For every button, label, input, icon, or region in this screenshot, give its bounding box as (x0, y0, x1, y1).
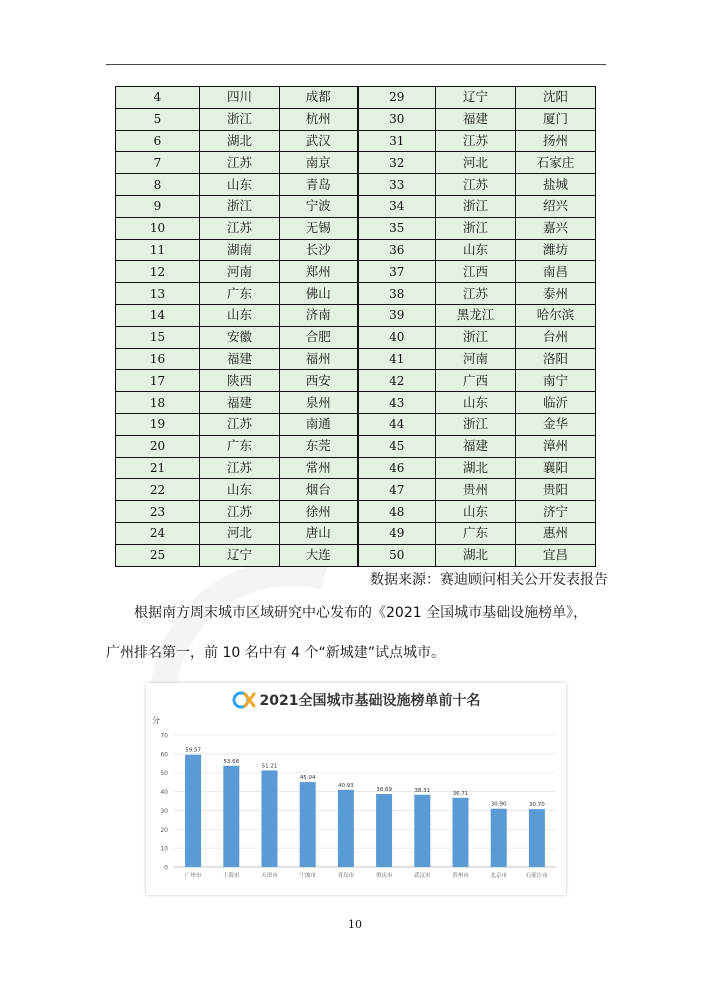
rank-cell: 13 (116, 283, 200, 305)
city-cell: 台州 (516, 326, 596, 348)
table-row (116, 283, 596, 305)
city-cell: 南通 (280, 413, 358, 435)
rank-cell: 37 (358, 261, 436, 283)
table-row (116, 195, 596, 217)
rank-cell: 35 (358, 217, 436, 239)
city-cell: 漳州 (516, 435, 596, 457)
page-number: 10 (348, 918, 362, 931)
city-cell: 沈阳 (516, 87, 596, 109)
province-cell: 福建 (200, 348, 280, 370)
table-row (116, 261, 596, 283)
bar-2 (223, 766, 239, 867)
x-tick-label: 青岛市 (337, 873, 355, 879)
province-cell: 江西 (436, 261, 516, 283)
city-cell: 济南 (280, 304, 358, 326)
rank-cell: 25 (116, 544, 200, 566)
rank-cell: 12 (116, 261, 200, 283)
rank-cell: 29 (358, 87, 436, 109)
province-cell: 山东 (200, 304, 280, 326)
data-label: 53.68 (223, 758, 240, 765)
province-cell: 福建 (436, 435, 516, 457)
city-cell: 西安 (280, 370, 358, 392)
province-cell: 河南 (436, 348, 516, 370)
x-tick-label: 上海市 (223, 873, 240, 879)
city-cell: 佛山 (280, 283, 358, 305)
city-cell: 泉州 (280, 392, 358, 414)
rank-cell: 6 (116, 130, 200, 152)
rank-cell: 34 (358, 195, 436, 217)
y-tick-label: 10 (160, 845, 168, 853)
province-cell: 湖北 (436, 457, 516, 479)
data-label: 45.04 (299, 775, 316, 782)
city-cell: 福州 (280, 348, 358, 370)
table-row (116, 522, 596, 544)
province-cell: 黑龙江 (436, 304, 516, 326)
table-row (116, 479, 596, 501)
table-row (116, 370, 596, 392)
province-cell: 江苏 (200, 152, 280, 174)
rank-cell: 10 (116, 217, 200, 239)
table-row (116, 108, 596, 130)
city-cell: 贵阳 (516, 479, 596, 501)
province-cell: 山东 (200, 174, 280, 196)
city-cell: 无锡 (280, 217, 358, 239)
city-cell: 石家庄 (516, 152, 596, 174)
bar-10 (529, 809, 545, 867)
province-cell: 湖北 (436, 544, 516, 566)
city-cell: 绍兴 (516, 195, 596, 217)
rank-cell: 8 (116, 174, 200, 196)
province-cell: 山东 (436, 501, 516, 523)
province-cell: 辽宁 (200, 544, 280, 566)
table-row (116, 435, 596, 457)
province-cell: 广西 (436, 370, 516, 392)
province-cell: 江苏 (200, 501, 280, 523)
data-label: 38.31 (414, 787, 431, 794)
city-cell: 青岛 (280, 174, 358, 196)
bar-chart-plot (146, 683, 566, 895)
province-cell: 辽宁 (436, 87, 516, 109)
rank-cell: 21 (116, 457, 200, 479)
rank-cell: 14 (116, 304, 200, 326)
chart-title: 2021全国城市基础设施榜单前十名 (259, 693, 481, 709)
x-tick-label: 天津市 (261, 873, 278, 879)
body-paragraph-2: 广州排名第一，前 10 名中有 4 个“新城建”试点城市。 (106, 645, 446, 661)
province-cell: 江苏 (436, 174, 516, 196)
province-cell: 四川 (200, 87, 280, 109)
city-cell: 唐山 (280, 522, 358, 544)
data-label: 40.93 (338, 782, 354, 789)
rank-cell: 4 (116, 87, 200, 109)
table-row (116, 130, 596, 152)
header-rule (106, 64, 606, 65)
y-axis-label: 分 (152, 716, 160, 725)
rank-cell: 9 (116, 195, 200, 217)
body-paragraph-1: 根据南方周末城市区域研究中心发布的《2021 全国城市基础设施榜单》， (134, 605, 588, 621)
province-cell: 山东 (436, 392, 516, 414)
rank-cell: 36 (358, 239, 436, 261)
province-cell: 江苏 (200, 413, 280, 435)
rank-cell: 31 (358, 130, 436, 152)
x-tick-label: 重庆市 (375, 873, 393, 879)
province-cell: 江苏 (436, 283, 516, 305)
table-row (116, 392, 596, 414)
bar-1 (185, 755, 201, 867)
y-tick-label: 30 (160, 807, 168, 815)
city-cell: 合肥 (280, 326, 358, 348)
city-cell: 徐州 (280, 501, 358, 523)
city-cell: 常州 (280, 457, 358, 479)
city-cell: 宜昌 (516, 544, 596, 566)
city-cell: 成都 (280, 87, 358, 109)
city-cell: 哈尔滨 (516, 304, 596, 326)
rank-cell: 45 (358, 435, 436, 457)
province-cell: 湖南 (200, 239, 280, 261)
city-cell: 厦门 (516, 108, 596, 130)
table-row (116, 457, 596, 479)
province-cell: 福建 (436, 108, 516, 130)
province-cell: 河北 (436, 152, 516, 174)
province-cell: 山东 (200, 479, 280, 501)
rank-cell: 42 (358, 370, 436, 392)
province-cell: 广东 (436, 522, 516, 544)
province-cell: 江苏 (436, 130, 516, 152)
bar-8 (453, 798, 469, 867)
bar-3 (262, 770, 278, 867)
province-cell: 浙江 (436, 217, 516, 239)
bar-7 (414, 795, 430, 867)
table-row (116, 413, 596, 435)
table-row (116, 501, 596, 523)
province-cell: 广东 (200, 283, 280, 305)
rank-cell: 22 (116, 479, 200, 501)
city-cell: 南宁 (516, 370, 596, 392)
city-cell: 惠州 (516, 522, 596, 544)
province-cell: 河北 (200, 522, 280, 544)
table-row (116, 87, 596, 109)
rank-cell: 49 (358, 522, 436, 544)
city-cell: 嘉兴 (516, 217, 596, 239)
city-cell: 金华 (516, 413, 596, 435)
rank-cell: 47 (358, 479, 436, 501)
rank-cell: 18 (116, 392, 200, 414)
bar-9 (491, 809, 507, 867)
data-label: 30.70 (529, 802, 545, 809)
data-source-note: 数据来源：赛迪顾问相关公开发表报告 (370, 572, 608, 588)
province-cell: 浙江 (436, 195, 516, 217)
rank-cell: 50 (358, 544, 436, 566)
province-cell: 浙江 (200, 195, 280, 217)
rank-cell: 41 (358, 348, 436, 370)
x-tick-label: 贵州市 (452, 873, 469, 879)
rank-cell: 20 (116, 435, 200, 457)
city-cell: 潍坊 (516, 239, 596, 261)
data-label: 51.21 (261, 763, 278, 770)
province-cell: 安徽 (200, 326, 280, 348)
y-tick-label: 20 (160, 826, 168, 834)
city-cell: 盐城 (516, 174, 596, 196)
rank-cell: 32 (358, 152, 436, 174)
province-cell: 陕西 (200, 370, 280, 392)
province-cell: 浙江 (436, 326, 516, 348)
city-cell: 临沂 (516, 392, 596, 414)
rank-cell: 24 (116, 522, 200, 544)
city-cell: 烟台 (280, 479, 358, 501)
x-tick-label: 广州市 (184, 873, 202, 879)
rank-cell: 40 (358, 326, 436, 348)
city-cell: 襄阳 (516, 457, 596, 479)
y-tick-label: 0 (164, 864, 168, 872)
x-tick-label: 武汉市 (414, 873, 431, 879)
data-label: 30.90 (490, 801, 507, 808)
bar-4 (300, 782, 316, 867)
rank-cell: 38 (358, 283, 436, 305)
rank-cell: 48 (358, 501, 436, 523)
province-cell: 浙江 (436, 413, 516, 435)
x-tick-label: 石家庄市 (525, 873, 548, 879)
table-row (116, 348, 596, 370)
rank-cell: 39 (358, 304, 436, 326)
province-cell: 河南 (200, 261, 280, 283)
bar-6 (376, 794, 392, 867)
city-cell: 南京 (280, 152, 358, 174)
table-row (116, 326, 596, 348)
table-row (116, 239, 596, 261)
rank-cell: 11 (116, 239, 200, 261)
table-row (116, 544, 596, 566)
city-cell: 济宁 (516, 501, 596, 523)
city-cell: 宁波 (280, 195, 358, 217)
data-label: 36.71 (452, 790, 469, 797)
province-cell: 山东 (436, 239, 516, 261)
city-cell: 东莞 (280, 435, 358, 457)
data-label: 59.57 (185, 747, 201, 754)
table-row (116, 152, 596, 174)
city-cell: 长沙 (280, 239, 358, 261)
province-cell: 浙江 (200, 108, 280, 130)
rank-cell: 44 (358, 413, 436, 435)
city-cell: 武汉 (280, 130, 358, 152)
rank-cell: 30 (358, 108, 436, 130)
city-cell: 杭州 (280, 108, 358, 130)
rank-cell: 43 (358, 392, 436, 414)
rank-cell: 15 (116, 326, 200, 348)
city-cell: 泰州 (516, 283, 596, 305)
rank-cell: 17 (116, 370, 200, 392)
province-cell: 湖北 (200, 130, 280, 152)
city-cell: 扬州 (516, 130, 596, 152)
y-tick-label: 50 (160, 770, 168, 778)
city-cell: 郑州 (280, 261, 358, 283)
rank-cell: 7 (116, 152, 200, 174)
rank-cell: 46 (358, 457, 436, 479)
rank-cell: 19 (116, 413, 200, 435)
rank-cell: 16 (116, 348, 200, 370)
rank-cell: 5 (116, 108, 200, 130)
city-cell: 洛阳 (516, 348, 596, 370)
province-cell: 福建 (200, 392, 280, 414)
city-ranking-table (115, 86, 596, 567)
province-cell: 贵州 (436, 479, 516, 501)
table-row (116, 217, 596, 239)
x-tick-label: 北京市 (490, 873, 507, 879)
bar-5 (338, 790, 354, 867)
data-label: 38.69 (376, 787, 392, 794)
city-cell: 大连 (280, 544, 358, 566)
table-row (116, 174, 596, 196)
x-tick-label: 宁波市 (299, 873, 316, 879)
province-cell: 江苏 (200, 217, 280, 239)
rank-cell: 33 (358, 174, 436, 196)
province-cell: 广东 (200, 435, 280, 457)
y-tick-label: 70 (160, 732, 168, 740)
province-cell: 江苏 (200, 457, 280, 479)
rank-cell: 23 (116, 501, 200, 523)
y-tick-label: 40 (160, 789, 168, 797)
table-row (116, 304, 596, 326)
y-tick-label: 60 (160, 751, 168, 759)
infrastructure-chart (146, 683, 566, 895)
city-cell: 南昌 (516, 261, 596, 283)
